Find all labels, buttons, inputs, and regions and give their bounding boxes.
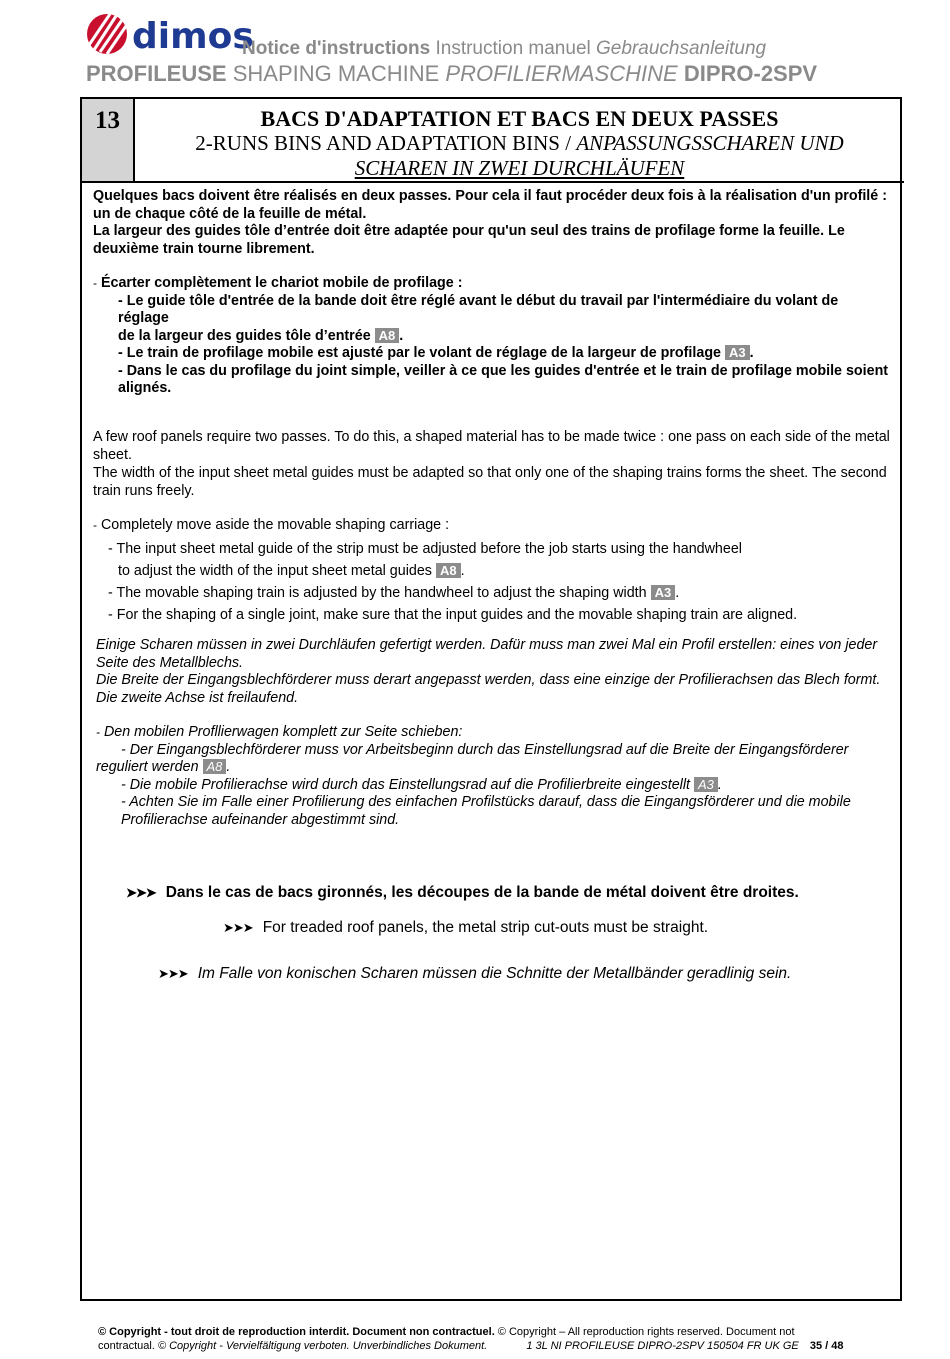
en-paragraph-2: The width of the input sheet metal guides must be adapted so that only one of the shaping trains forms the sheet. The second train runs freely.	[93, 465, 887, 499]
en-item-2-text: - The movable shaping train is adjusted by the handwheel to adjust the shaping width	[108, 585, 647, 601]
footer-line-2	[98, 1340, 898, 1354]
de-item-2-period: .	[717, 776, 722, 793]
note-de	[158, 965, 791, 983]
note-en	[223, 919, 708, 937]
en-list-intro-text: Completely move aside the movable shaping carriage :	[100, 517, 450, 533]
fr-paragraph-2: La largeur des guides tôle d’entrée doit être adaptée pour qu'un seul des trains de profilage forme la feuille. Le deuxième train tourne librement.	[93, 223, 845, 257]
machine-title	[86, 61, 817, 87]
notice-en: Instruction manuel	[435, 38, 591, 59]
title-en-de	[137, 131, 902, 156]
ref-a8-badge: A8	[203, 759, 227, 774]
title-de-1: ANPASSUNGSSCHAREN UND	[576, 131, 844, 155]
de-paragraph-1: Einige Scharen müssen in zwei Durchläufen gefertigt werden. Dafür muss man zwei Mal ein Profil erstellen: eines von jeder Seite des Metallblechs.	[96, 637, 878, 671]
french-section	[93, 188, 893, 398]
footer-copyright-de: © Copyright - Vervielfältigung verboten. Unverbindliches Dokument.	[157, 1339, 488, 1352]
fr-item-1b	[93, 328, 893, 346]
en-item-1b-period: .	[460, 563, 465, 579]
title-de-2: SCHAREN IN ZWEI DURCHLÄUFEN	[354, 156, 685, 180]
fr-list-intro	[93, 275, 893, 293]
en-list-intro	[93, 516, 893, 534]
en-item-3: - For the shaping of a single joint, make sure that the input guides and the movable shaping train are aligned.	[108, 607, 798, 623]
footer	[98, 1326, 898, 1353]
dimos-logo	[86, 12, 254, 57]
notice-fr: Notice d'instructions	[242, 38, 431, 59]
ref-a3-badge: A3	[651, 585, 676, 600]
german-section	[96, 637, 896, 829]
de-item-2-text: - Die mobile Profilierachse wird durch das Einstellungsrad auf die Profilierbreite eingestellt	[121, 776, 690, 793]
de-list-dash: -	[96, 725, 100, 739]
title-en: 2-RUNS BINS AND ADAPTATION BINS /	[195, 131, 572, 155]
note-de-text: Im Falle von konischen Scharen müssen die Schnitte der Metallbänder geradlinig sein.	[197, 965, 792, 982]
title-fr: BACS D'ADAPTATION ET BACS EN DEUX PASSES	[260, 106, 779, 131]
de-item-1a: - Der Eingangsblechförderer muss vor Arbeitsbeginn durch das Einstellungsrad auf die Breite der Eingangsförderer	[121, 741, 849, 758]
de-item-2	[96, 777, 896, 795]
en-item-2-period: .	[675, 585, 680, 601]
en-item-1b-text: to adjust the width of the input sheet metal guides	[118, 563, 432, 579]
fr-list-dash: -	[93, 276, 97, 290]
de-list-intro	[96, 724, 896, 742]
en-paragraph-1: A few roof panels require two passes. To do this, a shaped material has to be made twice : one pass on each side of the metal sheet.	[93, 429, 890, 463]
document-type	[242, 38, 766, 60]
note-fr	[126, 884, 799, 902]
de-list-intro-text: Den mobilen Profllierwagen komplett zur Seite schieben:	[103, 724, 463, 740]
fr-item-2	[93, 345, 893, 363]
section-title	[137, 106, 902, 181]
fr-item-1a: - Le guide tôle d'entrée de la bande doit être réglé avant le début du travail par l'intermédiaire du volant de réglage	[118, 292, 839, 326]
title-divider	[82, 181, 904, 183]
footer-copyright-en-b: contractual.	[98, 1339, 155, 1352]
note-en-text: For treaded roof panels, the metal strip cut-outs must be straight.	[262, 919, 709, 936]
fr-item-2-text: - Le train de profilage mobile est ajusté par le volant de réglage de la largeur de profilage	[118, 345, 722, 361]
de-item-3: - Achten Sie im Falle einer Profilierung des einfachen Profilstücks darauf, dass die Eingangsförderer und die mobile Profilierachse aufeinander abgestimmt sind.	[121, 794, 851, 828]
en-item-2	[93, 584, 893, 602]
machine-fr: PROFILEUSE	[86, 61, 227, 86]
logo-wordmark: dimos	[132, 16, 254, 57]
triple-arrow-icon: ➤➤➤	[223, 920, 253, 935]
note-fr-text: Dans le cas de bacs gironnés, les découpes de la bande de métal doivent être droites.	[165, 884, 799, 901]
page-number: 35 / 48	[809, 1339, 844, 1352]
ref-a3-badge: A3	[694, 777, 718, 792]
footer-copyright-fr: © Copyright - tout droit de reproduction interdit. Document non contractuel.	[98, 1326, 495, 1338]
footer-copyright-en-a: © Copyright – All reproduction rights reserved. Document not	[497, 1326, 795, 1338]
fr-item-1b-text: de la largeur des guides tôle d’entrée	[118, 327, 371, 344]
en-item-1a: - The input sheet metal guide of the strip must be adjusted before the job starts using the handwheel	[108, 541, 742, 557]
de-paragraph-2: Die Breite der Eingangsblechförderer muss derart angepasst werden, dass eine einzige der Profilierachsen das Blech formt. Die zweite Achse ist freilaufend.	[96, 672, 881, 706]
ref-a8-badge: A8	[375, 328, 400, 343]
de-item-1b-text: reguliert werden	[96, 759, 199, 775]
de-item-1b	[96, 759, 896, 777]
fr-paragraph-1: Quelques bacs doivent être réalisés en deux passes. Pour cela il faut procéder deux fois à la réalisation d'un profilé : un de chaque côté de la feuille de métal.	[93, 188, 887, 222]
triple-arrow-icon: ➤➤➤	[158, 966, 188, 981]
footer-line-1	[98, 1326, 898, 1340]
notice-de: Gebrauchsanleitung	[596, 38, 767, 59]
ref-a3-badge: A3	[725, 345, 750, 360]
de-item-1b-period: .	[226, 759, 231, 775]
triple-arrow-icon: ➤➤➤	[126, 885, 156, 900]
machine-en: SHAPING MACHINE	[232, 61, 440, 86]
machine-de: PROFILIERMASCHINE	[445, 61, 678, 86]
english-section	[93, 428, 893, 624]
section-number: 13	[82, 99, 135, 181]
fr-item-2-period: .	[749, 345, 754, 361]
machine-model: DIPRO-2SPV	[683, 61, 818, 86]
footer-doc-ref: 1 3L NI PROFILEUSE DIPRO-2SPV 150504 FR UK GE	[526, 1339, 799, 1352]
fr-item-3: - Dans le cas du profilage du joint simple, veiller à ce que les guides d'entrée et le train de profilage mobile soient alignés.	[118, 362, 889, 396]
fr-list-intro-text: Écarter complètement le chariot mobile de profilage :	[100, 275, 463, 291]
ref-a8-badge: A8	[436, 563, 461, 578]
en-list-dash: -	[93, 518, 97, 532]
en-item-1b	[93, 562, 893, 580]
fr-item-1b-period: .	[399, 327, 404, 344]
